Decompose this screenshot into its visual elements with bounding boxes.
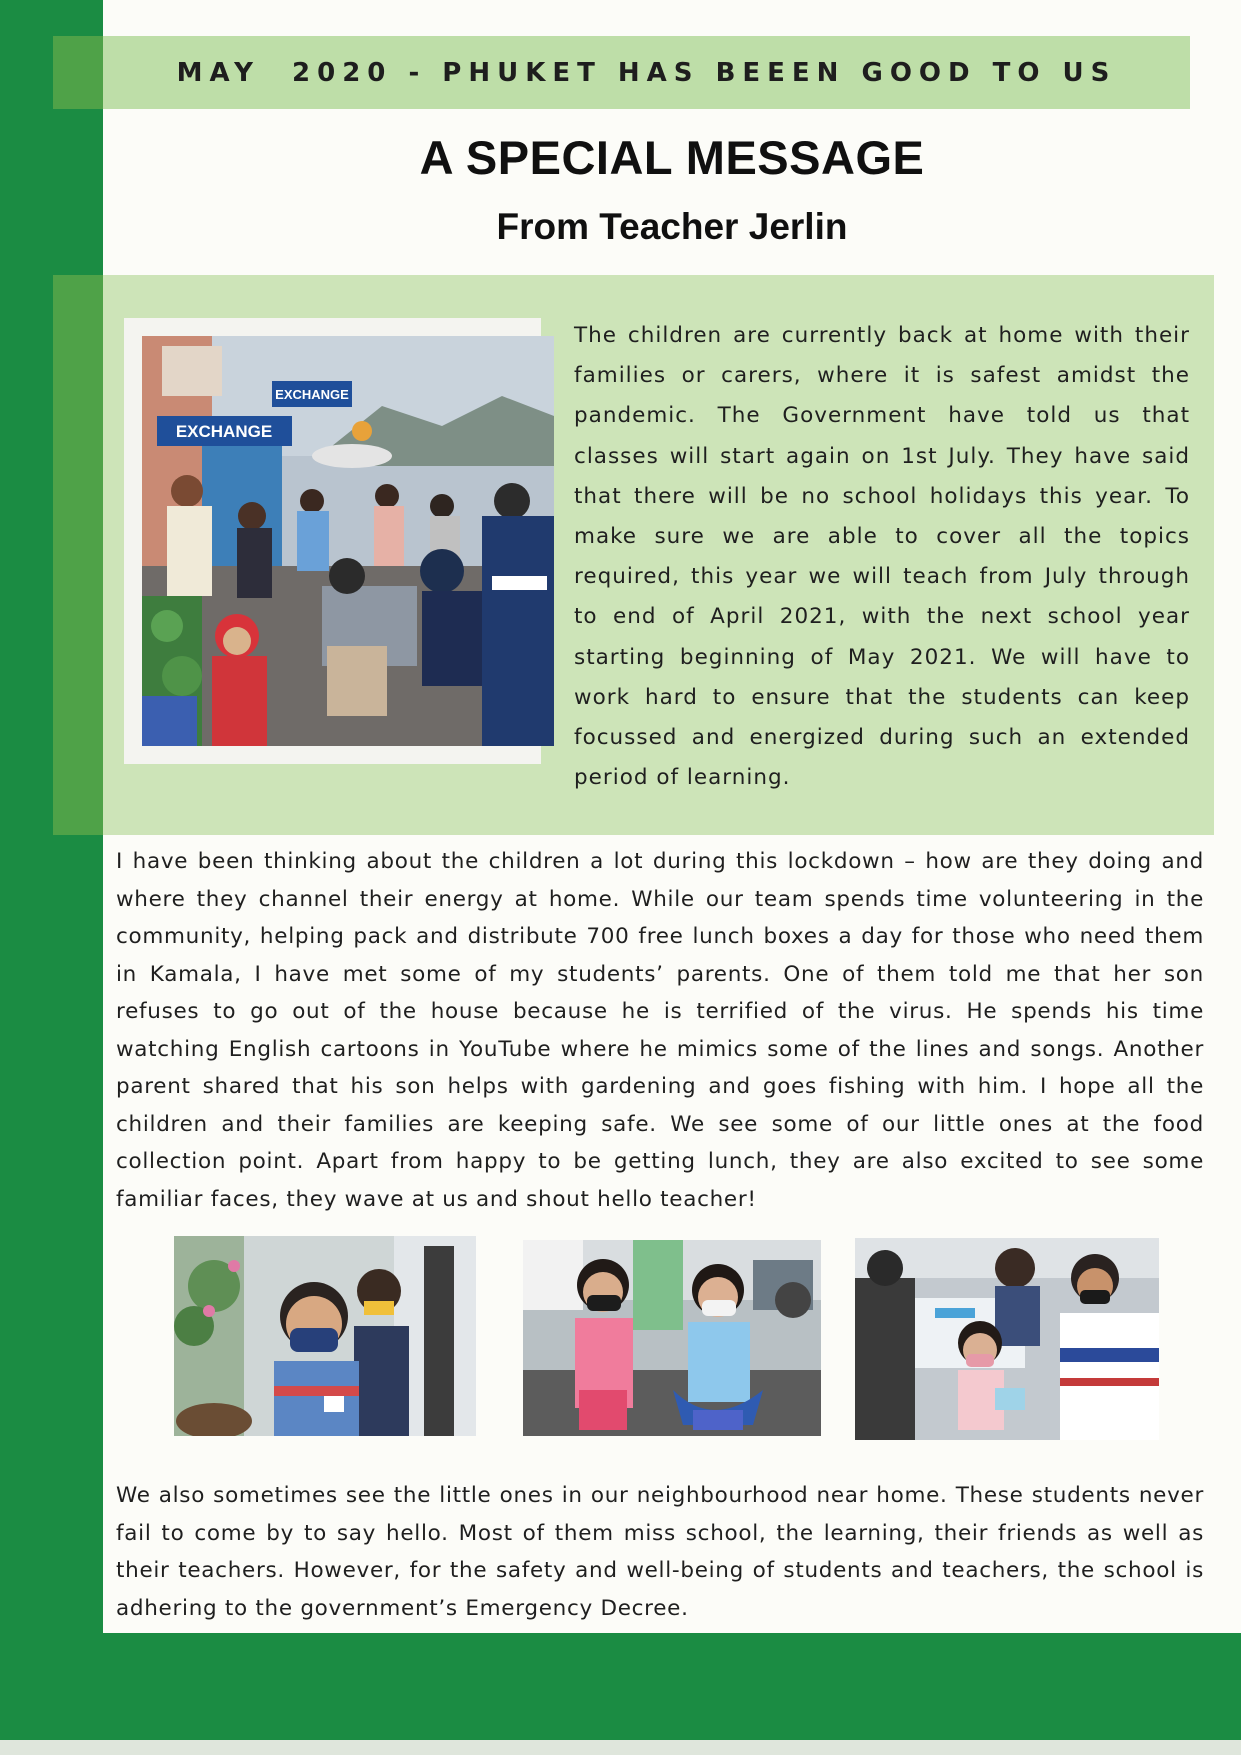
page-title: A SPECIAL MESSAGE: [419, 131, 925, 184]
highlight-paragraph: The children are currently back at home with their families or carers, where it is safest amidst the pandemic. The Government have told us that classes will start again on 1st July. They have said that there will be no school holidays this year. To make sure we are able to cover all the topics required, this year we will teach from July through to end of April 2021, with the next school year starting beginning of May 2021. We will have to work hard to ensure that the students can keep focussed and energized during such an extended period of learning.: [574, 323, 1190, 791]
body-paragraph-2: We also sometimes see the little ones in our neighbourhood near home. These students never fail to come by to say hello. Most of them miss school, the learning, their friends as well as their teachers. However, for the safety and well-being of students and teachers, the school is adhering to the government’s Emergency Decree.: [116, 1483, 1204, 1621]
header-banner: [103, 36, 1190, 109]
footer-strip: [0, 1740, 1241, 1755]
svg-text:EXCHANGE: EXCHANGE: [175, 422, 273, 441]
main-photo-street-crowd: [142, 336, 554, 746]
body-paragraph-1: I have been thinking about the children a lot during this lockdown – how are they doing and where they channel their energy at home. While our team spends time volunteering in the community, helping pack and distribute 700 free lunch boxes a day for those who need them in Kamala, I have met some of my students’ parents. One of them told me that her son refuses to go out of the house because he is terrified of the virus. He spends his time watching English cartoons in YouTube where he mimics some of the lines and songs. Another parent shared that his son helps with gardening and goes fishing with him. I hope all the children and their families are keeping safe. We see some of our little ones at the food collection point. Apart from happy to be getting lunch, they are also excited to see some familiar faces, they wave at us and shout hello teacher!: [116, 849, 1204, 1212]
photo-girls-in-masks: [523, 1240, 821, 1436]
box-accent-block: [53, 275, 105, 835]
header-accent-block: [53, 36, 105, 109]
photo-girl-food-collection: [855, 1238, 1159, 1440]
photo-boy-in-mask: [174, 1236, 476, 1436]
page-subtitle: From Teacher Jerlin: [496, 206, 848, 247]
main-photo-frame: [124, 318, 541, 764]
header-banner-text: MAY 2020 - PHUKET HAS BEEEN GOOD TO US: [176, 57, 1117, 88]
svg-text:EXCHANGE: EXCHANGE: [275, 387, 349, 402]
footer-band: [0, 1633, 1241, 1740]
